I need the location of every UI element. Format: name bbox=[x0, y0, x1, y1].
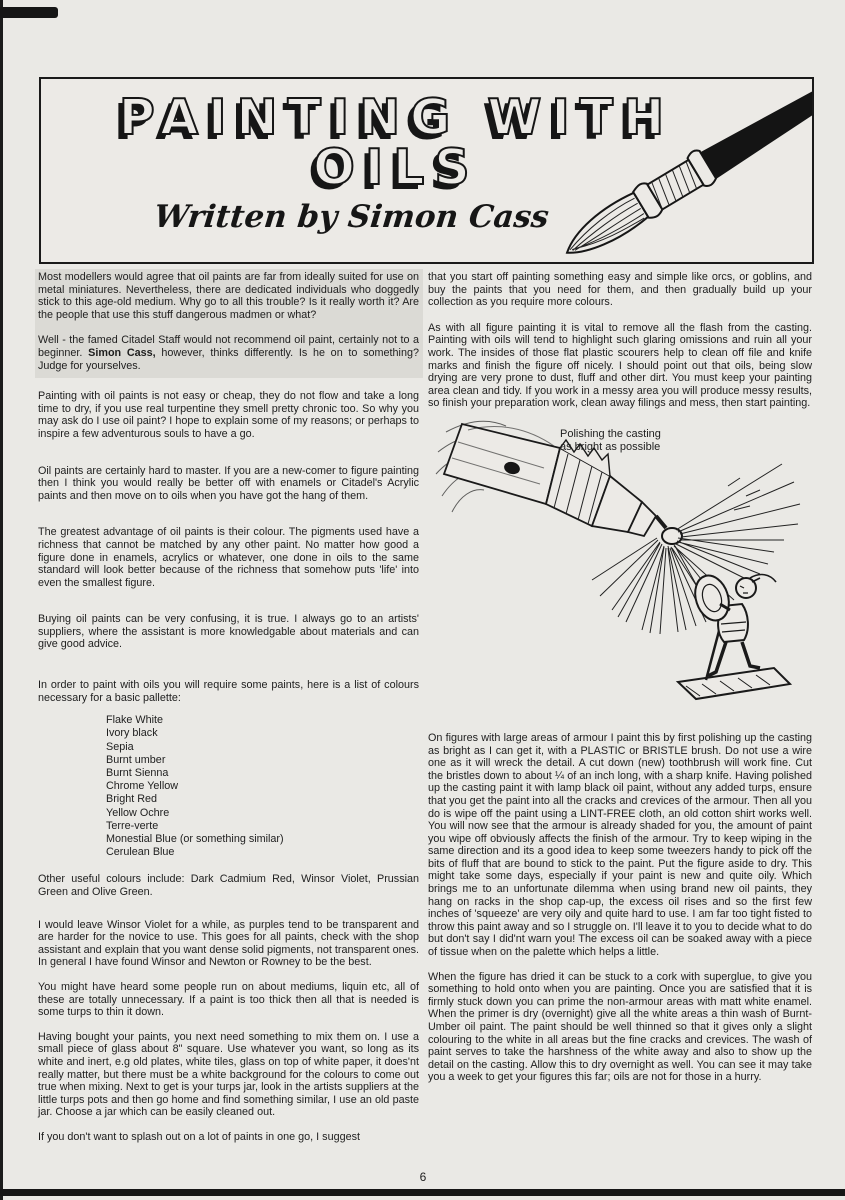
scan-bottom-edge-artifact bbox=[0, 1189, 845, 1196]
intro-paragraph-1: Most modellers would agree that oil paints are far from ideally suited for use on metal miniatures. Nevertheless, there are dedicated individuals who doggedly stick to this age-old medium. Why go to all this trouble? Is it really worth it? Are the people that use this stuff dangerous madmen or what? bbox=[38, 271, 419, 321]
caption-line-2: as bright as possible bbox=[560, 441, 661, 454]
intro-shaded-box bbox=[35, 269, 423, 378]
palette-item: Flake White bbox=[106, 714, 163, 727]
intro-p2-text-after: however, thinks differently. Is he on to something? Judge for yourselves. bbox=[38, 346, 419, 372]
paragraph-greatest-advantage: The greatest advantage of oil paints is their colour. The pigments used have a richness that cannot be matched by any other paint. No matter how good a figure done in enamels, acrylics or whatever, one done in oils to the same standard will look better because of the richness that somehow puts 'life' into even the smallest figure. bbox=[38, 526, 419, 589]
palette-item: Burnt Sienna bbox=[106, 767, 169, 780]
paragraph-in-order: In order to paint with oils you will require some paints, here is a list of colours necessary for a basic pallette: bbox=[38, 679, 419, 704]
paragraph-not-easy: Painting with oil paints is not easy or cheap, they do not flow and take a long time to dry, if you use real turpentine they smell pretty chronic too. So why you may ask do I use oil paint? I hope to explain some of my reasons; or perhaps to inspire a few adventurous souls to have a go. bbox=[38, 390, 419, 440]
palette-item: Burnt umber bbox=[106, 753, 166, 766]
polishing-illustration bbox=[428, 412, 812, 724]
caption-line-1: Polishing the casting bbox=[560, 427, 661, 440]
illustration-caption bbox=[560, 428, 740, 455]
palette-item: Cerulean Blue bbox=[106, 846, 175, 859]
paintbrush-illustration bbox=[488, 77, 814, 258]
left-column bbox=[38, 271, 419, 1144]
paragraph-start-off: that you start off painting something easy and simple like orcs, or goblins, and buy the paints that you need for them, and then gradually build up your collection as you require more colours. bbox=[428, 271, 812, 309]
palette-item: Chrome Yellow bbox=[106, 780, 179, 793]
author-name-bold: Simon Cass, bbox=[88, 346, 156, 359]
scan-edge-artifact bbox=[0, 0, 3, 1200]
intro-p2-text: Well - the famed Citadel Staff would not recommend oil paint, certainly not to a beginner. bbox=[38, 334, 419, 359]
article-title-line2: OILS bbox=[313, 138, 480, 196]
article-header bbox=[39, 77, 814, 264]
drill-and-figure-drawing bbox=[428, 412, 812, 724]
paragraph-other-colours: Other useful colours include: Dark Cadmium Red, Winsor Violet, Prussian Green and Olive Green. bbox=[38, 873, 419, 899]
article-byline: Written by Simon Cass bbox=[152, 198, 551, 235]
page-number: 6 bbox=[419, 1170, 427, 1184]
scan-corner-artifact bbox=[0, 7, 58, 18]
palette-item: Ivory black bbox=[106, 727, 158, 740]
palette-item: Monestial Blue (or something similar) bbox=[106, 833, 284, 846]
palette-item: Bright Red bbox=[106, 793, 158, 806]
intro-paragraph-2 bbox=[38, 334, 419, 372]
paragraph-buying: Buying oil paints can be very confusing, it is true. I always go to an artists' suppliers, where the assistant is more knowledgable about materials and can give good advice. bbox=[38, 613, 419, 651]
paragraph-armour-technique: On figures with large areas of armour I paint this by first polishing up the casting as bright as I can get it, with a PLASTIC or BRISTLE brush. Do not use a wire one as it will wreck the detail. A cut down (new) toothbrush will work fine. Cut the bristles down to about ¼ of an inch long, with a sharp knife. Having polished up the casting paint it with lamp black oil paint, without any added turps, ensure that you get the paint into all the cracks and crevices of the armour. Then all you do is wipe off the paint using a LINT-FREE cloth, an old cotton shirt works well. You will now see that the armour is already shaded for you, the amount of paint you wipe off obviously affects the finish of the armour. Try to keep wiping in the same direction and its a good idea to keep some tweezers handy to pick off the bits of fluff that are bound to stick to the paint. Put the figure aside to dry. This might take some days, especially if your paint is new and quite oily. Which brings me to an unfortunate dilemma when using brand new oil paints, they hang on racks in the shop cap-up, the excess oil rises and so the first few inches of 'squeeze' are very oily and quite hard to use. I am far too tight fisted to throw this paint away and so I struggle on. I'll leave it to you to decide what to do but don't say I did'nt warn you! The excess oil can be soaked away with a piece of tissue when on the palette which helps a little. bbox=[428, 731, 812, 959]
paragraph-hard-to-master: Oil paints are certainly hard to master. If you are a new-comer to figure painting then I think you would really be better off with enamels or Citadel's Acrylic paints and then move on to oils when you have got the hang of them. bbox=[38, 464, 419, 502]
palette-colour-list bbox=[106, 714, 419, 859]
article-title-line1: PAINTING WITH bbox=[118, 89, 675, 146]
paragraph-splash-out: If you don't want to splash out on a lot of paints in one go, I suggest bbox=[38, 1130, 360, 1143]
paragraph-mixing-surface: Having bought your paints, you next need something to mix them on. I use a small piece of glass about 8" square. Use whatever you want, so long as its white and inert, e.g old plates, white tiles, glass on top of white paper, it does'nt really matter, but there must be a white background for the colours to come out true when mixing. Next to get is your turps jar, look in the artists suppliers at the little turps pots and then go home and find something similar, I use an old paste jar. Choose a jar which can be easily cleaned out. bbox=[38, 1030, 419, 1119]
right-column bbox=[428, 271, 812, 1084]
paragraph-remove-flash: As with all figure painting it is vital to remove all the flash from the casting. Painting with oils will tend to highlight such glaring omissions and ruin all your work. The insides of those flat plastic scourers help to clean off file and knife marks and finish the figure off nicely. I should point out that oils, being slow drying are very prone to dust, fluff and other dirt. You must keep your painting area clean and tidy. If you work in a messy area you will produce messy results, so finish your preparation work, clean away filings and mess, then start painting. bbox=[428, 321, 812, 410]
paragraph-mediums: You might have heard some people run on about mediums, liquin etc, all of these are totally unnecessary. If a paint is too thick then all that is needed is some turps to thin it down. bbox=[38, 981, 419, 1019]
palette-item: Yellow Ochre bbox=[106, 806, 170, 819]
palette-item: Terre-verte bbox=[106, 819, 159, 832]
palette-item: Sepia bbox=[106, 740, 134, 753]
paragraph-figure-dried: When the figure has dried it can be stuck to a cork with superglue, to give you something to hold onto when you are painting. Once you are satisfied that it is firmly stuck down you can prime the non-armour areas with matt white enamel. When the primer is dry (overnight) give all the white areas a thin wash of Burnt-Umber oil paint. The paint should be well thinned so that it gives only a slight colouring to the white in all areas but the fine cracks and crevices. The wash of paint serves to take the harshness of the white away and also to show up the detail on the casting. Allow this to dry overnight as well. You can see it may take you a week to get your figures this far; oils are not for those in a hurry. bbox=[428, 970, 812, 1084]
paragraph-winsor-violet: I would leave Winsor Violet for a while, as purples tend to be transparent and are harder for the novice to use. This goes for all paints, check with the shop assistant and explain that you want dense solid pigments, not transparent ones. In general I have found Winsor and Newton or Rowney to be the best. bbox=[38, 918, 419, 969]
